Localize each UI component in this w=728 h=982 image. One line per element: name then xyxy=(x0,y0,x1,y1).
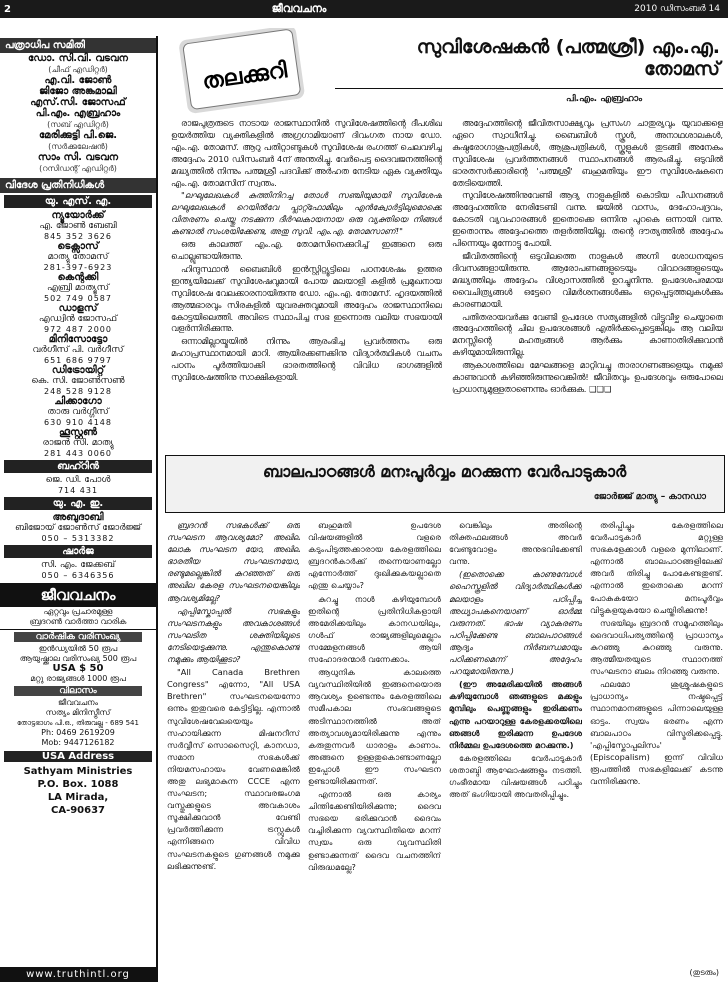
rep-name: സി. എം. ജേക്കബ് xyxy=(41,560,115,570)
paragraph: രാജപുത്രരുടെ നാടായ രാജസ്ഥാനിൽ സുവിശേഷത്തിന്റെ ദീപശിഖ ഉയർത്തിയ വ്യക്തികളിൽ അഗ്രഗാമിയാണ് ദിവംഗത നായ ഡോ. എം.എ. തോമസ്. ആറു പതിറ്റാണ്ടുകൾ സുവിശേഷ രംഗത്ത് ചെലവഴിച്ച അദ്ദേഹം 2010 ഡിസംബർ 4ന് അന്തരിച്ചു. വേർപെട്ട ദൈവജനത്തിന്റെ മദ്ധ്യത്തിൽ നിന്നും പത്മശ്രീ പദവിക്ക് അർഹത നേടിയ ഏക വ്യക്തിയും എം.എ. തോമസിന് സ്വന്തം. xyxy=(171,118,442,188)
paragraph: കുറച്ചു നാൾ കഴിയുമ്പോൾ ഇതിന്റെ പ്രതിനിധികളായി അമേരിക്കയിലും കാനഡയിലും, ഗൾഫ് രാജ്യങ്ങളിലുമെല്ലാം സമ്മേളനങ്ങൾ ആയി സഹോദരന്മാർ വന്നേക്കാം. xyxy=(308,593,441,665)
paragraph: ആകാശത്തിലെ മേഘങ്ങളെ മാറ്റിവച്ചു താരാഗണങ്ങളെയും നമുക്ക് കാണുവാൻ കഴിഞ്ഞിരുന്നുവെങ്കിൽ! ജീവിതവും ഉപദേശവും ഒരുപോലെ പ്രാധാന്യമുള്ളതാണെന്നും ഓർക്കുക. ❑❑❑ xyxy=(452,360,723,394)
paragraph: ഒരു കാലത്ത് എം.എ. തോമസിനെക്കുറിച്ച് ഇങ്ങനെ ഒരു ചൊല്ലുണ്ടായിരുന്നു. xyxy=(171,239,442,261)
regions-list xyxy=(0,195,156,580)
masthead: ജീവവചനം xyxy=(271,2,327,15)
member-role: (സബ് എഡിറ്റർ) xyxy=(47,120,109,129)
region-label: ഷാർജ xyxy=(4,545,152,558)
usa-line-3: LA Mirada, xyxy=(47,792,109,803)
article-2-header xyxy=(165,455,725,513)
issue-date: 2010 ഡിസംബർ 14 xyxy=(634,4,720,14)
paragraph: തരിപ്പിച്ചും കേരളത്തിലെ വേർപാടുകാർ മറ്റുള്ള സഭകളേക്കാൾ വളരെ മുന്നിലാണ്. എന്നാൽ ബാലപാഠങ്ങളിലേക്ക് അവർ തിരിച്ചു പോകേണ്ടതുണ്ട്. എന്നാൽ ഇതൊക്കെ മറന്ന് പോകുകയോ മനഃപൂർവ്വം വിട്ടുകളയുകയോ ചെയ്തിരിക്കുന്നു! xyxy=(590,520,723,615)
addr-4: Ph: 0469 2619209 xyxy=(41,728,115,737)
rep-phone: 281 443 0060 xyxy=(44,449,112,458)
address-heading: വിലാസം xyxy=(14,686,142,696)
member-name: ഡോ. സി.വി. വടവന xyxy=(28,53,128,64)
article-1 xyxy=(165,22,725,447)
rep-phone: 281-397-6923 xyxy=(43,263,113,272)
article-2-column-4 xyxy=(590,519,723,974)
region-label: യു. എസ്. എ. xyxy=(4,195,152,208)
committee-member xyxy=(0,97,156,108)
usa-line-1: Sathyam Ministries xyxy=(23,766,133,777)
addr-1: ജീവവചനം xyxy=(58,698,98,707)
addr-2: സത്യം മിനിസ്ട്രീസ് xyxy=(45,708,111,717)
paragraph: ഹിന്ദുസ്ഥാൻ ബൈബിൾ ഇൻസ്റ്റിറ്റ്യൂട്ടിലെ പഠനശേഷം ഉത്തര ഇന്ത്യയിലേക്ക് സുവിശേഷവുമായി പോയ മലയാളി കളിൽ പ്രമുഖനായ സുവിശേഷ വേലക്കാരനായിരുന്നു ഡോ. എം.എ. തോമസ്. ഹൃദയത്തിൽ ആത്മഭാരവും സിരകളിൽ യുവരക്തവുമായി അദ്ദേഹം രാജസ്ഥാനിലെ കോട്ടയിലെത്തി. അവിടെ സ്ഥാപിച്ച സഭ ഇന്നൊരു വലിയ സഭയായി വളർന്നിരിക്കുന്നു. xyxy=(171,263,442,334)
article-1-column-1 xyxy=(171,118,442,443)
member-role: (ചീഫ് എഡിറ്റർ) xyxy=(48,65,108,74)
member-name: എസ്.സി. ജോസഫ് xyxy=(30,97,126,108)
committee-member xyxy=(0,86,156,97)
article-2-title: ബാലപാഠങ്ങൾ മനഃപൂർവ്വം മറക്കുന്ന വേർപാടുകാർ xyxy=(262,462,627,481)
rep-city: ടെക്സാസ് xyxy=(57,241,99,252)
rep-city: മിനിസോട്ടോ xyxy=(48,334,108,345)
paragraph: ഒന്നാമില്ലായ്മയിൽ നിന്നും ആരംഭിച്ച പ്രവർത്തനം ഒരു മഹാപ്രസ്ഥാനമായി മാറി. ആയിരക്കണക്കിനു വിദ്യാർത്ഥികൾ വചനം പഠനം പൂർത്തിയാക്കി ഭാരതത്തിന്റെ വിവിധ ഭാഗങ്ങളിൽ സുവിശേഷത്തിനു സാക്ഷികളായി. xyxy=(171,336,442,383)
article-2-body xyxy=(167,519,723,974)
paragraph: സുവിശേഷത്തിനുവേണ്ടി ആദ്യ നാളുകളിൽ കൊടിയ പീഡനങ്ങൾ അദ്ദേഹത്തിനു നേരിടേണ്ടി വന്നു. ജയിൽ വാസം, ദേഹോപദ്രവം, കോടതി വ്യവഹാരങ്ങൾ ഇതൊക്കെ ഒന്നിനു പുറകെ ഒന്നായി വന്നു. ഇതൊന്നും അദ്ദേഹത്തെ തളർത്തിയില്ല. തന്റെ ദൗത്യത്തിൽ അദ്ദേഹം പിന്നെയും മുന്നോട്ടു പോയി. xyxy=(452,190,723,249)
tagline-2: ബ്രദറൺ വാർത്താ വാരിക xyxy=(0,617,156,630)
rep-name: വർഗീസ് പി. വർഗീസ് xyxy=(32,345,124,355)
committee-member xyxy=(0,152,156,174)
rep-phone: 714 431 xyxy=(57,486,99,495)
member-name: സാം സി. വടവന xyxy=(37,152,119,163)
rep-city: ഡാളസ് xyxy=(58,303,98,314)
paragraph: "ലഘുലേഖകൾ കുത്തിനിറച്ച തോൾ സഞ്ചിയുമായി സുവിശേഷ ലഘുലേഖകൾ റെയിൽവേ പ്ലാറ്റ്ഫോമിലും എൻക്വോർട്ടിലുമൊക്കെ വിതരണം ചെയ്തു നടക്കുന്ന ദീർഘകായനായ ഒരു വ്യക്തിയെ നിങ്ങൾ കണ്ടാൽ സംശയിക്കേണ്ട, അതു സുവി. എം.എ. തോമസാണ്!" xyxy=(171,190,442,237)
article-1-column-2 xyxy=(452,118,723,443)
committee-member xyxy=(0,53,156,75)
article-2 xyxy=(165,455,725,982)
addr-3: തോട്ടഭാഗം പി.ഒ., തിരുവല്ല - 689 541 xyxy=(17,719,139,727)
member-name: ജിജോ അങ്കമാലി xyxy=(39,86,117,97)
continued-note: (തുടരും) xyxy=(689,968,719,977)
rep-city: കെന്റക്കി xyxy=(57,272,99,283)
logo-text: തലക്കുറി xyxy=(200,57,289,95)
region-label: ബഹ്റിൻ xyxy=(4,460,152,473)
rep-phone: 050 – 6346356 xyxy=(41,571,115,580)
rep-city: ഹൂസ്റ്റൺ xyxy=(58,427,97,438)
region-label: യു. എ. ഇ. xyxy=(4,497,152,510)
article-2-column-3 xyxy=(449,519,582,974)
rep-phone: 972 487 2000 xyxy=(44,325,112,334)
committee-member xyxy=(0,75,156,86)
paragraph: "All Canada Brethren Congress" എന്നോ, "All USA Brethren" സംഘടനയെന്നോ ഒന്നും ഇതുവരെ കേട്ടിട്ടില്ല. എന്നാൽ സുവിശേഷവേലയെയും സഹായിക്കുന്ന മിഷനറീസ് സർവ്വീസ് സൊസൈറ്റി, കാനഡാ, സമാന സഭകൾക്ക് നിയമസഹായം വേണമെങ്കിൽ അതു ലഭ്യമാകുന്ന CCCE എന്ന സംഘടന; സ്ഥാവരജംഗമ വസ്തുക്കളുടെ അവകാശം സൂക്ഷിക്കുവാൻ വേണ്ടി പ്രവർത്തിക്കുന്ന ട്രസ്റ്റുകൾ എന്നിങ്ങനെ വിവിധ സംഘടനകളുടെ ഗുണങ്ങൾ നമുക്കു ലഭിക്കുന്നുണ്ട്. xyxy=(167,667,300,871)
rep-phone: 050 – 5313382 xyxy=(41,534,115,543)
rep-name: ജെ. ഡി. പോൾ xyxy=(45,475,111,485)
member-name: മേരിക്കുട്ടി പി.ജെ. xyxy=(38,130,118,141)
reps-heading: വിദേശ പ്രതിനിധികൾ xyxy=(0,178,156,193)
rep-phone: 845 352 3626 xyxy=(44,232,112,241)
rep-name: കെ. സി. ജോൺസൺ xyxy=(31,376,125,386)
rep-phone: 630 910 4148 xyxy=(44,418,112,427)
committee-member xyxy=(0,130,156,152)
article-1-title: സുവിശേഷകൻ (പത്മശ്രീ) എം.എ. തോമസ് xyxy=(416,36,720,80)
paragraph: സഭയിലും ബ്രദറൻ സമൂഹത്തിലും ദൈവാധിപത്യത്തിന്റെ പ്രാധാന്യം കുറഞ്ഞു കുറഞ്ഞു വരുന്നു. ആത്മീയതയുടെ സ്ഥാനത്ത് സംഘടനാ ബലം നിറഞ്ഞു വരുന്നു. xyxy=(590,617,723,677)
paragraph: പതിതരായവർക്കു വേണ്ടി ഉപദേശ സത്യങ്ങളിൽ വിട്ടുവീഴ്ച ചെയ്യാതെ അദ്ദേഹത്തിന്റെ ചില ഉപദേശങ്ങൾ എതിർക്കപ്പെട്ടെങ്കിലും ആ വലിയ മനസ്സിന്റെ മഹത്വങ്ങൾ ആർക്കും കാണാതിരിക്കുവാൻ കഴിയുമായിരുന്നില്ല. xyxy=(452,311,723,358)
sub-usd: USA $ 50 xyxy=(52,663,104,674)
paragraph: ബഹുമതി ഉപദേശ വിഷയങ്ങളിൽ വളരെ കടുംപിടുത്തക്കാരായ കേരളത്തിലെ ബ്രദറൻകാർക്ക് തന്നെയാണല്ലോ എന്നോർത്ത് ദുഃഖിക്കുകയല്ലാതെ എന്തു ചെയ്യാം? xyxy=(308,520,441,591)
brand-name: ജീവവചനം xyxy=(0,583,156,607)
paragraph: എപ്പിസ്കോപ്പൽ സഭകളും സംഘടനകളും അവകാശങ്ങൾ സംഘടിത ശക്തിയിലൂടെ നേടിയെടുക്കുന്നു. എന്തുകൊണ്ട് നമുക്കും ആയിക്കൂടാ? xyxy=(167,605,300,665)
sidebar xyxy=(0,36,158,982)
rep-name: രാജൻ സി. മാത്യു xyxy=(42,438,114,448)
usa-line-2: P.O. Box. 1088 xyxy=(37,779,119,790)
article-2-author: ജോർജ്ജ് മാത്യു – കാനഡാ xyxy=(593,492,706,502)
article-1-author: പി.എം. എബ്രഹാം xyxy=(566,94,642,104)
paragraph: കേരളത്തിലെ വേർപാടുകാർ ശതാബ്ദി ആഘോഷങ്ങളും നടത്തി. ഗംഭീരമായ വിഷയങ്ങൾ പഠിച്ചും അത് ഭംഗിയായി അവതരിപ്പിച്ചും. xyxy=(449,752,582,800)
rep-city: ചിക്കാഗോ xyxy=(54,396,102,407)
member-name: പി.എം. എബ്രഹാം xyxy=(35,108,121,119)
subscription-heading: വാർഷിക വരിസംഖ്യ xyxy=(14,632,142,642)
page-number: 2 xyxy=(4,3,11,15)
sub-other: മറ്റു രാജ്യങ്ങൾ 1000 രൂപ xyxy=(30,674,126,683)
rep-name: എബ്രി മാത്യൂസ് xyxy=(46,283,110,293)
article-2-column-2 xyxy=(308,519,441,974)
website-link[interactable]: www.truthintl.org xyxy=(0,967,156,982)
paragraph: ആധുനിക കാലത്തെ വ്യവസ്ഥിതിയിൽ ഇങ്ങനെയൊരു ആവശ്യം ഉണ്ടെന്നും കേരളത്തിലെ സമീപകാല സംഭവങ്ങളുടെ അടിസ്ഥാനത്തിൽ അത് അത്യാവശ്യമായിരിക്കുന്നു എന്നും കരുതുന്നവർ ധാരാളം കാണാം. അങ്ങനെ ഉള്ളതുകൊണ്ടാണല്ലോ ഇപ്പോൾ ഈ സംഘടന ഉണ്ടായിരിക്കുന്നത്. xyxy=(308,667,441,786)
paragraph: വെങ്കിലും അതിന്റെ തിക്തഫലങ്ങൾ അവർ വേണ്ടുവോളം അനുഭവിക്കേണ്ടി വന്നു. xyxy=(449,520,582,567)
paragraph: എന്നാൽ ഒരു കാര്യം ചിന്തിക്കേണ്ടിയിരിക്കുന്നു; ദൈവ സഭയെ ഭരിക്കുവാൻ ദൈവം വച്ചിരിക്കുന്ന വ്യവസ്ഥിതിയെ മറന്ന് സ്വയം ഒരു വ്യവസ്ഥിതി ഉണ്ടാക്കുന്നത് ദൈവ വചനത്തിന് വിരുദ്ധമല്ലേ? xyxy=(308,789,441,872)
paragraph: അദ്ദേഹത്തിന്റെ ജീവിതസാക്ഷ്യവും പ്രസംഗ ചാതുര്യവും യുവാക്കളെ ഏറെ സ്വാധീനിച്ചു. ബൈബിൾ സ്കൂൾ, അനാഥശാലകൾ, കുഷ്ഠരോഗാശുപത്രികൾ, ആശുപത്രികൾ, സ്കൂളുകൾ തുടങ്ങി അനേകം സുവിശേഷ പ്രവർത്തനങ്ങൾ സ്ഥാപനങ്ങൾ ആരംഭിച്ചു. ഒടുവിൽ ഭാരതസർക്കാരിന്റെ 'പത്മശ്രീ' ബഹുമതിയും ഈ സുവിശേഷകനെ തേടിയെത്തി. xyxy=(452,118,723,188)
article-1-body xyxy=(171,118,723,443)
member-name: എ.വി. ജോൺ xyxy=(44,75,112,86)
paragraph: ജീവിതത്തിന്റെ ഒടുവിലത്തെ നാളുകൾ അഗ്നി ശോധനയുടെ ദിവസങ്ങളായിരുന്നു. ആരോപണങ്ങളുടെയും വിവാദങ്ങളുടെയും മദ്ധ്യത്തിലും അദ്ദേഹം വിശ്വാസത്തിൽ ഉറച്ചുനിന്നു. ഉപദേശപരമായ വൈചിത്ര്യങ്ങൾ ഒട്ടേറെ വിമർശനങ്ങൾക്കും ഒറ്റപ്പെടുത്തലുകൾക്കും കാരണമായി. xyxy=(452,250,723,309)
paragraph: (ഇതൊക്കെ കാണുമ്പോൾ ഹൈസ്കൂളിൽ വിദ്യാർത്ഥികൾക്ക് മലയാളം പഠിപ്പിച്ച അധ്യാപകനെയാണ് ഓർമ്മ വരുന്നത്. ഭാഷ വ്യാകരണം പഠിപ്പിക്കേണ്ട ബാലപാഠങ്ങൾ ആദ്യം നിർബന്ധമായും പഠിക്കണമെന്ന് അദ്ദേഹം പറയുമായിരുന്നു.) xyxy=(449,569,582,677)
usa-line-4: CA-90637 xyxy=(50,805,106,816)
article-2-column-1 xyxy=(167,519,300,974)
paragraph: ഫലമോ ശുശ്രൂഷകളുടെ പ്രാധാന്യം നഷ്ടപ്പെട്ട് സ്ഥാനമാനങ്ങളുടെ പിന്നാലെയുള്ള ഓട്ടം. സ്വയം ഭരണം എന്ന ബാലപാഠം വിസ്മരിക്കപ്പെട്ടു. 'എപ്പിസ്കോപ്പലിസം' (Episcopalism) ഇന്ന് വിവിധ രൂപത്തിൽ സഭകളിലേക്ക് കടന്നു വന്നിരിക്കുന്നു. xyxy=(590,679,723,786)
usa-heading: USA Address xyxy=(4,751,152,762)
rep-name: മാത്യു തോമസ് xyxy=(47,252,109,262)
tagline-1: ഏറ്റവും പ്രചാരമുള്ള xyxy=(43,607,113,616)
page-header xyxy=(0,0,728,18)
rep-name: ബിജോയ് ജോൺസ് ജോർജ്ജ് xyxy=(14,523,142,533)
sub-life: ആയുഷ്ക്കാല വരിസംഖ്യ 500 രൂപ xyxy=(19,654,137,663)
paragraph: (ഈ അമേരിക്കയിൽ അങ്ങൾ കഴിയുമ്പോൾ ഞങ്ങളുടെ മക്കളും മുമ്പിലും പെണ്ണുങ്ങളും ഇരിക്കണം എന്നു പറയാറുള്ള കേരളക്കരയിലെ ഞങ്ങൾ ഇരിക്കുന്ന ഉപദേശ നിർമ്മല ഉപദേശത്തെ മറക്കുന്നു.) xyxy=(449,679,582,750)
rep-city: അബുദാബി xyxy=(52,512,104,523)
rep-city: ന്യൂയോർക്ക് xyxy=(51,210,105,221)
rep-name: എഡ്വിൻ ജോസഫ് xyxy=(38,314,118,324)
rep-phone: 248 528 9128 xyxy=(44,387,112,396)
rep-name: എ. ജോൺ ബേബി xyxy=(39,221,117,231)
rep-city: ഡിട്രോയിറ്റ് xyxy=(51,365,105,376)
rep-phone: 651 686 9797 xyxy=(44,356,112,365)
rep-phone: 502 749 0587 xyxy=(44,294,112,303)
member-role: (സർക്കുലേഷൻ) xyxy=(48,142,108,151)
committee-heading: പത്രാധിപ സമിതി xyxy=(0,38,156,53)
addr-5: Mob: 9447126182 xyxy=(41,738,115,747)
title-divider xyxy=(335,88,723,89)
sub-india: ഇൻഡ്യയിൽ 50 രൂപ xyxy=(38,644,118,653)
rep-name: താരു വർഗ്ഗീസ് xyxy=(47,407,109,417)
committee-member xyxy=(0,108,156,130)
paragraph: ബ്രദറൻ സഭകൾക്ക് ഒരു സംഘടന ആവശ്യമോ? അഖില ലോക സംഘടന യോ, അഖില ഭാരതീയ സംഘടനയോ, രണ്ടുമല്ലെങ്കിൽ കുറഞ്ഞത് ഒരു അഖില കേരള സംഘടനയെങ്കിലും ആവശ്യമില്ലേ? xyxy=(167,520,300,603)
column-logo xyxy=(169,28,319,114)
member-role: (റസിഡന്റ് എഡിറ്റർ) xyxy=(39,164,117,173)
committee-list xyxy=(0,53,156,174)
